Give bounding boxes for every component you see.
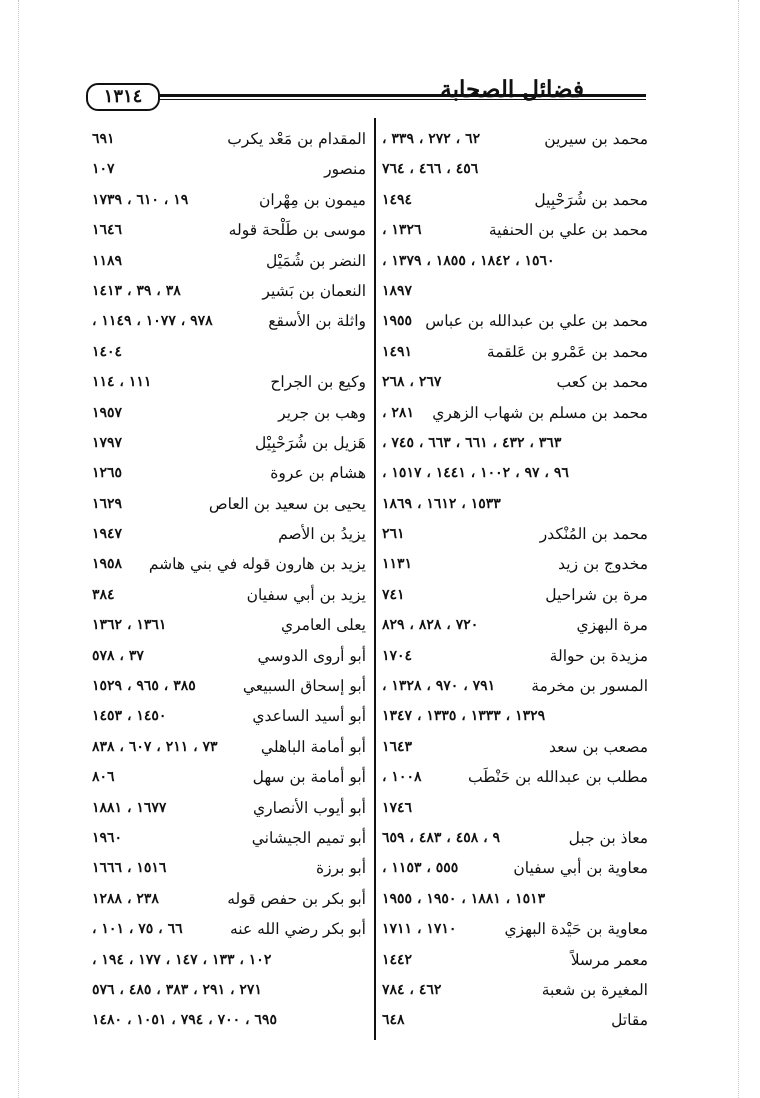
index-entry bbox=[382, 337, 648, 367]
entry-pages: ٦٢ ، ٢٧٢ ، ٣٣٩ ، bbox=[382, 131, 481, 147]
index-entry bbox=[382, 124, 648, 154]
entry-pages: ٩٦ ، ٩٧ ، ١٠٠٢ ، ١٤٤١ ، ١٥١٧ ، bbox=[382, 465, 569, 482]
index-entry bbox=[382, 701, 648, 731]
entry-pages: ٥٥٥ ، ١١٥٣ ، bbox=[382, 860, 459, 877]
entry-pages: ١٩٥٨ bbox=[92, 556, 123, 573]
index-entry bbox=[92, 246, 366, 276]
entry-pages: ١٤٠٤ bbox=[92, 343, 123, 360]
entry-pages: ١٦٧٧ ، ١٨٨١ bbox=[92, 799, 167, 816]
entry-name: هَزيل بن شُرَحْبِيْل bbox=[255, 433, 366, 452]
entry-name: محمد بن عَمْرو بن عَلقمة bbox=[486, 342, 648, 361]
index-entry bbox=[382, 458, 648, 488]
index-entry bbox=[92, 124, 366, 154]
index-entry bbox=[382, 185, 648, 215]
entry-pages: ٧٤١ bbox=[382, 586, 405, 603]
entry-pages: ٧٢٠ ، ٨٢٨ ، ٨٢٩ bbox=[382, 617, 479, 634]
index-entry bbox=[382, 489, 648, 519]
entry-pages: ١٢٦٥ bbox=[92, 465, 123, 482]
entry-name: محمد بن سيرين bbox=[544, 130, 648, 148]
left-margin-guide bbox=[18, 0, 19, 1098]
entry-pages: ١٨٩٧ bbox=[382, 282, 413, 299]
right-margin-guide bbox=[738, 0, 739, 1098]
index-entry bbox=[382, 428, 648, 458]
entry-name: مرة البهزي bbox=[576, 616, 648, 635]
entry-pages: ١٥٦٠ ، ١٨٤٢ ، ١٨٥٥ ، ١٣٧٩ ، bbox=[382, 252, 555, 269]
entry-pages: ١٧٠٤ bbox=[382, 647, 413, 664]
index-entry bbox=[382, 1005, 648, 1035]
entry-name: محمد بن علي بن عبدالله بن عباس bbox=[425, 312, 648, 331]
entry-pages: ١١٨٩ bbox=[92, 252, 123, 269]
entry-pages: ١٣٢٦ ، bbox=[382, 222, 422, 239]
entry-pages: ١٠٧ bbox=[92, 161, 115, 178]
entry-name: واثلة بن الأسقع bbox=[268, 312, 366, 331]
entry-name: محمد بن كعب bbox=[556, 373, 648, 392]
entry-name: أبو أسيد الساعدي bbox=[252, 707, 366, 726]
left-column bbox=[92, 124, 366, 1036]
index-entry bbox=[382, 610, 648, 640]
entry-pages: ١٤٥٠ ، ١٤٥٣ bbox=[92, 708, 167, 725]
entry-pages: ١٩٥٥ bbox=[382, 313, 413, 330]
index-entry bbox=[382, 762, 648, 792]
index-entry bbox=[382, 398, 648, 428]
entry-name: يزيدُ بن الأصم bbox=[278, 525, 366, 544]
index-entry bbox=[382, 215, 648, 245]
index-entry bbox=[382, 641, 648, 671]
index-entry bbox=[382, 975, 648, 1005]
entry-name: أبو بكر بن حفص قوله bbox=[227, 889, 366, 908]
entry-name: يحيى بن سعيد بن العاص bbox=[208, 494, 366, 513]
entry-name: معمر مرسلاً bbox=[570, 950, 648, 969]
entry-name: معاوية بن أبي سفيان bbox=[513, 859, 648, 878]
entry-pages: ١٠٠٨ ، bbox=[382, 769, 422, 786]
index-entry bbox=[92, 945, 366, 975]
index-entry bbox=[382, 732, 648, 762]
entry-name: مصعب بن سعد bbox=[548, 737, 648, 756]
entry-name: محمد بن شُرَحْبِيل bbox=[534, 190, 648, 209]
entry-name: معاوية بن حَيْدة البهزي bbox=[504, 920, 648, 939]
entry-pages: ٢٦٧ ، ٢٦٨ bbox=[382, 374, 442, 391]
entry-pages: ١٦٢٩ bbox=[92, 495, 123, 512]
index-entry bbox=[92, 884, 366, 914]
entry-name: المسور بن مخرمة bbox=[531, 677, 648, 696]
index-entry bbox=[382, 853, 648, 883]
index-entry bbox=[382, 306, 648, 336]
index-entry bbox=[92, 641, 366, 671]
entry-pages: ١٣٦١ ، ١٣٦٢ bbox=[92, 617, 167, 634]
right-column bbox=[382, 124, 648, 1036]
entry-name: أبو إسحاق السبيعي bbox=[242, 677, 366, 696]
entry-name: مطلب بن عبدالله بن حَنْطَب bbox=[467, 768, 648, 787]
entry-name: النعمان بن بَشير bbox=[262, 281, 366, 300]
index-entry bbox=[382, 580, 648, 610]
index-entry bbox=[92, 975, 366, 1005]
entry-pages: ٤٥٦ ، ٤٦٦ ، ٧٦٤ bbox=[382, 161, 479, 178]
entry-pages: ٣٧ ، ٥٧٨ bbox=[92, 647, 144, 664]
entry-pages: ٧٩١ ، ٩٧٠ ، ١٣٢٨ ، bbox=[382, 678, 496, 695]
index-entry bbox=[92, 853, 366, 883]
index-entry bbox=[92, 914, 366, 944]
entry-name: أبو بكر رضي الله عنه bbox=[229, 920, 366, 939]
index-entry bbox=[382, 154, 648, 184]
entry-name: محمد بن علي بن الحنفية bbox=[488, 221, 648, 240]
index-entry bbox=[92, 337, 366, 367]
index-entry bbox=[92, 185, 366, 215]
entry-pages: ١٥٣٣ ، ١٦١٢ ، ١٨٦٩ bbox=[382, 495, 501, 512]
entry-name: أبو أمامة الباهلي bbox=[260, 737, 366, 756]
entry-pages: ١٩٤٧ bbox=[92, 526, 123, 543]
entry-name: أبو أمامة بن سهل bbox=[252, 768, 366, 787]
index-entry bbox=[92, 519, 366, 549]
entry-pages: ١٤٩١ bbox=[382, 343, 413, 360]
entry-pages: ٢٣٨ ، ١٢٨٨ bbox=[92, 890, 159, 907]
index-entry bbox=[382, 793, 648, 823]
entry-name: يزيد بن أبي سفيان bbox=[246, 585, 366, 604]
entry-name: هشام بن عروة bbox=[270, 464, 366, 483]
entry-pages: ١٦٤٦ bbox=[92, 222, 123, 239]
entry-pages: ١٧١٠ ، ١٧١١ bbox=[382, 921, 457, 938]
entry-name: وكيع بن الجراح bbox=[270, 373, 366, 392]
entry-pages: ١٧٩٧ bbox=[92, 434, 123, 451]
index-entry bbox=[92, 671, 366, 701]
entry-pages: ١٣٢٩ ، ١٣٣٣ ، ١٣٣٥ ، ١٣٤٧ bbox=[382, 708, 546, 725]
entry-name: المغيرة بن شعبة bbox=[541, 980, 648, 999]
index-entry bbox=[382, 914, 648, 944]
entry-name: ميمون بن مِهْران bbox=[259, 190, 366, 209]
index-entry bbox=[92, 306, 366, 336]
entry-pages: ٦٩٥ ، ٧٠٠ ، ٧٩٤ ، ١٠٥١ ، ١٤٨٠ bbox=[92, 1012, 277, 1029]
index-entry bbox=[92, 823, 366, 853]
index-entry bbox=[382, 884, 648, 914]
entry-name: مقاتل bbox=[611, 1011, 648, 1030]
entry-name: أبو أروى الدوسي bbox=[257, 646, 366, 665]
index-entry bbox=[92, 215, 366, 245]
entry-pages: ٧٣ ، ٢١١ ، ٦٠٧ ، ٨٣٨ bbox=[92, 738, 218, 755]
entry-pages: ١٥١٣ ، ١٨٨١ ، ١٩٥٠ ، ١٩٥٥ bbox=[382, 890, 546, 907]
entry-name: أبو تميم الجيشاني bbox=[251, 828, 366, 847]
index-entry bbox=[92, 276, 366, 306]
index-entry bbox=[382, 549, 648, 579]
entry-pages: ٣٨ ، ٣٩ ، ١٤١٣ bbox=[92, 282, 181, 299]
index-entry bbox=[92, 458, 366, 488]
index-entry bbox=[92, 580, 366, 610]
index-entry bbox=[382, 519, 648, 549]
index-entry bbox=[382, 945, 648, 975]
entry-pages: ١٩٦٠ bbox=[92, 829, 123, 846]
index-entry bbox=[382, 246, 648, 276]
entry-pages: ٢٧١ ، ٢٩١ ، ٣٨٣ ، ٤٨٥ ، ٥٧٦ bbox=[92, 981, 262, 998]
entry-pages: ٢٦١ bbox=[382, 526, 405, 543]
index-entry bbox=[92, 398, 366, 428]
entry-name: المقدام بن مَعْد يكرب bbox=[227, 130, 366, 148]
column-divider bbox=[374, 118, 376, 1040]
entry-name: موسى بن طَلْحة قوله bbox=[228, 221, 366, 240]
entry-pages: ١٥١٦ ، ١٦٦٦ bbox=[92, 860, 167, 877]
entry-pages: ١٩ ، ٦١٠ ، ١٧٣٩ bbox=[92, 191, 189, 208]
entry-pages: ٢٨١ ، bbox=[382, 404, 414, 421]
entry-pages: ١٤٤٢ bbox=[382, 951, 413, 968]
entry-name: النضر بن شُمَيْل bbox=[265, 251, 366, 270]
entry-name: يعلى العامري bbox=[281, 616, 366, 635]
index-entry bbox=[382, 367, 648, 397]
entry-name: مرة بن شراحيل bbox=[545, 585, 648, 604]
entry-pages: ٩ ، ٤٥٨ ، ٤٨٣ ، ٦٥٩ bbox=[382, 829, 501, 846]
index-entry bbox=[92, 428, 366, 458]
index-entry bbox=[382, 276, 648, 306]
entry-pages: ١٩٥٧ bbox=[92, 404, 123, 421]
entry-pages: ١٠٢ ، ١٣٣ ، ١٤٧ ، ١٧٧ ، ١٩٤ ، bbox=[92, 951, 272, 968]
entry-name: معاذ بن جبل bbox=[568, 828, 648, 847]
index-entry bbox=[92, 793, 366, 823]
entry-name: محمد بن مسلم بن شهاب الزهري bbox=[432, 403, 648, 422]
index-entry bbox=[92, 762, 366, 792]
entry-pages: ١١٣١ bbox=[382, 556, 413, 573]
entry-pages: ٨٠٦ bbox=[92, 769, 115, 786]
entry-name: وهب بن جرير bbox=[278, 403, 366, 422]
index-entry bbox=[92, 154, 366, 184]
entry-name: منصور bbox=[324, 160, 366, 179]
index-entry bbox=[92, 701, 366, 731]
entry-pages: ١٤٩٤ bbox=[382, 191, 413, 208]
index-entry bbox=[92, 489, 366, 519]
page-title: فضائل الصحابة bbox=[440, 76, 584, 103]
index-entry bbox=[382, 823, 648, 853]
entry-pages: ٣٨٤ bbox=[92, 586, 115, 603]
entry-pages: ١١١ ، ١١٤ bbox=[92, 374, 152, 391]
entry-name: محمد بن المُنْكدر bbox=[539, 525, 648, 544]
entry-pages: ٦٤٨ bbox=[382, 1012, 405, 1029]
entry-pages: ٦٦ ، ٧٥ ، ١٠١ ، bbox=[92, 921, 183, 938]
page-header bbox=[86, 68, 646, 108]
entry-name: مخدوج بن زيد bbox=[558, 555, 648, 574]
entry-pages: ١٧٤٦ bbox=[382, 799, 413, 816]
index-entry bbox=[92, 732, 366, 762]
entry-pages: ٦٩١ bbox=[92, 131, 115, 147]
index-entry bbox=[92, 367, 366, 397]
page-number: ١٣١٤ bbox=[86, 83, 160, 111]
entry-name: مزيدة بن حوالة bbox=[549, 646, 648, 665]
entry-pages: ٣٨٥ ، ٩٦٥ ، ١٥٢٩ bbox=[92, 678, 196, 695]
entry-name: أبو برزة bbox=[315, 859, 366, 878]
index-entry bbox=[382, 671, 648, 701]
index-entry bbox=[92, 610, 366, 640]
index-entry bbox=[92, 549, 366, 579]
entry-pages: ١٦٤٣ bbox=[382, 738, 413, 755]
entry-pages: ٩٧٨ ، ١٠٧٧ ، ١١٤٩ ، bbox=[92, 313, 213, 330]
entry-name: أبو أيوب الأنصاري bbox=[253, 798, 366, 817]
index-entry bbox=[92, 1005, 366, 1035]
entry-name: يزيد بن هارون قوله في بني هاشم bbox=[148, 555, 366, 574]
entry-pages: ٤٦٢ ، ٧٨٤ bbox=[382, 981, 442, 998]
entry-pages: ٣٦٣ ، ٤٣٢ ، ٦٦١ ، ٦٦٣ ، ٧٤٥ ، bbox=[382, 434, 562, 451]
